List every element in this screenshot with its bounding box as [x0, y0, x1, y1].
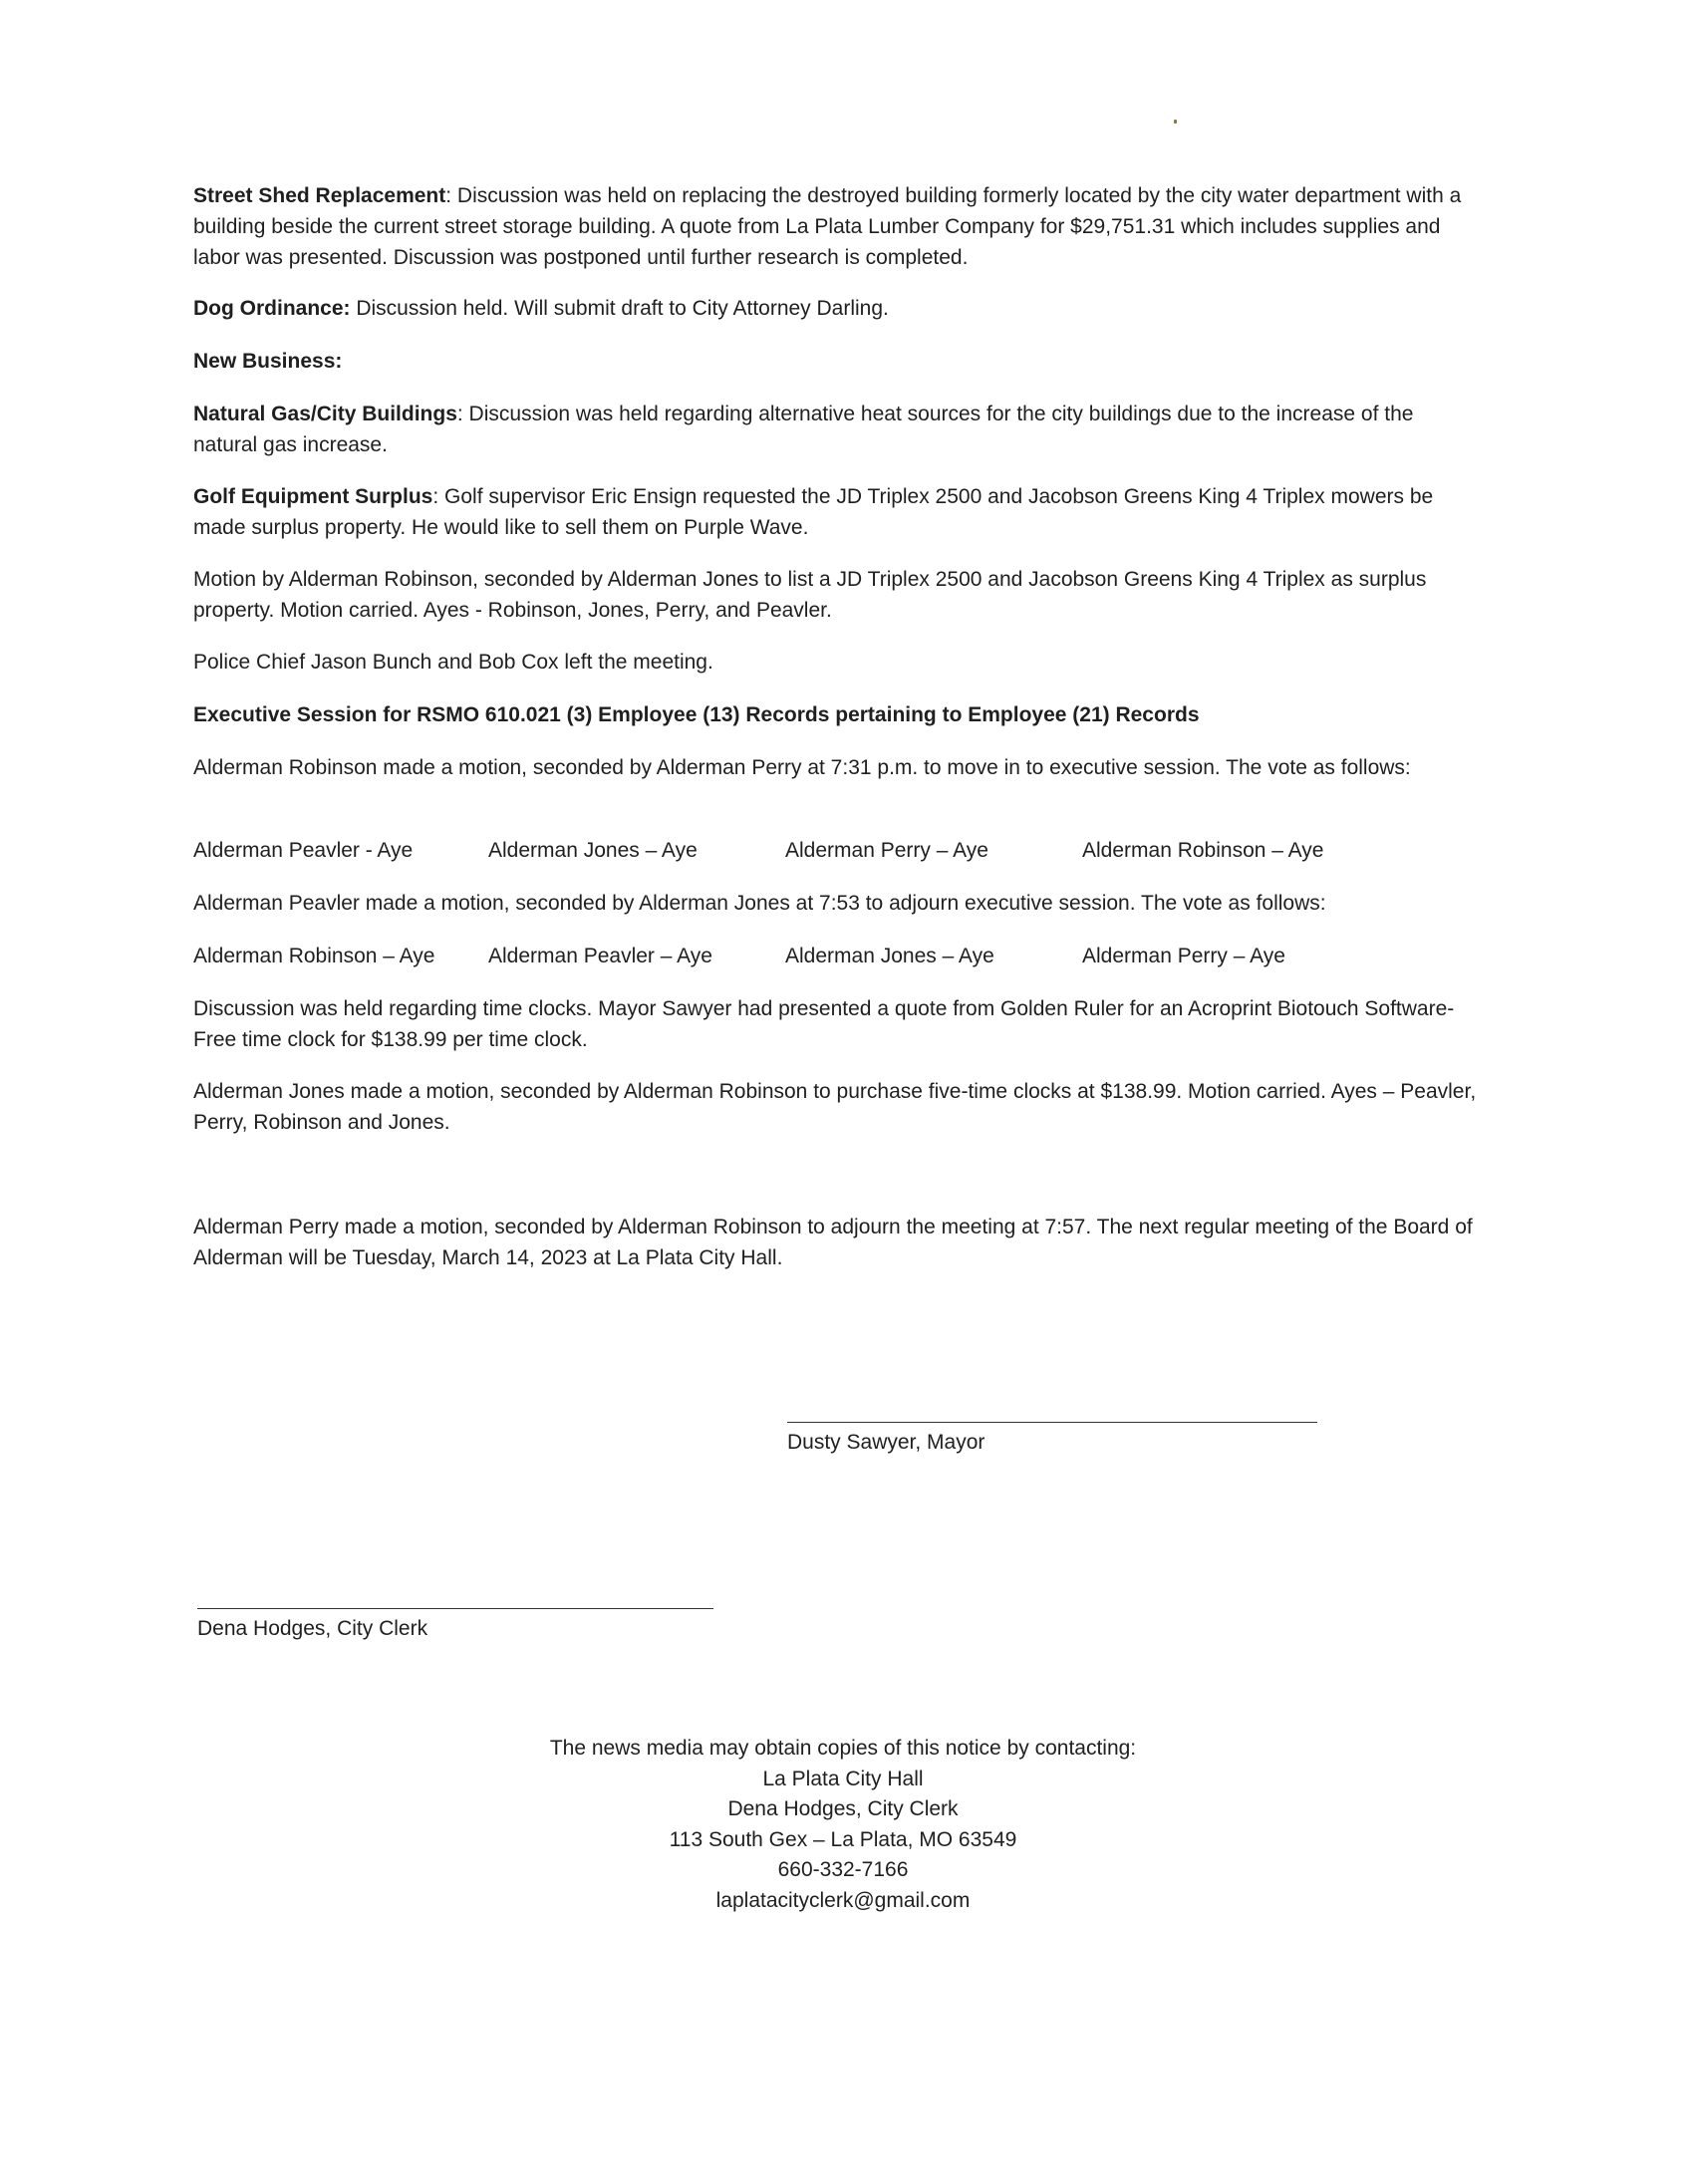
golf-surplus-text: : Golf supervisor Eric Ensign requested the JD Triplex 2500 and Jacobson Greens King 4 Triplex mowers be made surplus property. He would like to sell them on Purple Wave.: [193, 485, 1434, 539]
left-meeting-paragraph: [193, 647, 1479, 678]
vote-in-item: Alderman Jones – Aye: [488, 839, 698, 862]
dog-ordinance-paragraph: [193, 293, 1479, 324]
vote-out-item: Alderman Perry – Aye: [1082, 945, 1285, 967]
exec-motion-in-paragraph: [193, 752, 1479, 783]
golf-surplus-paragraph: [193, 481, 1479, 543]
surplus-motion-paragraph: [193, 564, 1479, 626]
contact-footer: [444, 1734, 1242, 1916]
vote-in-item: Alderman Perry – Aye: [785, 839, 988, 862]
vote-in-item: Alderman Robinson – Aye: [1082, 839, 1324, 862]
golf-surplus-heading: Golf Equipment Surplus: [193, 485, 433, 508]
footer-address-line: 113 South Gex – La Plata, MO 63549: [669, 1827, 1017, 1851]
vote-out-item: Alderman Robinson – Aye: [193, 945, 435, 967]
scan-speck: [1174, 120, 1177, 124]
time-clocks-text: Discussion was held regarding time clocks. Mayor Sawyer had presented a quote from Golden Ruler for an Acroprint Biotouch Software-Free time clock for $138.99 per time clock.: [193, 997, 1455, 1051]
exec-motion-out-paragraph: [193, 888, 1479, 919]
clerk-signature-line: [197, 1608, 713, 1609]
new-business-heading-paragraph: [193, 346, 1479, 377]
dog-ordinance-text: Discussion held. Will submit draft to City Attorney Darling.: [350, 297, 889, 320]
new-business-heading: New Business:: [193, 350, 343, 373]
footer-phone-line: 660-332-7166: [777, 1858, 909, 1881]
natural-gas-paragraph: [193, 399, 1479, 460]
time-clocks-motion-text: Alderman Jones made a motion, seconded by Alderman Robinson to purchase five-time clocks at $138.99. Motion carried. Ayes – Peavler, Perry, Robinson and Jones.: [193, 1080, 1477, 1134]
vote-out-item: Alderman Peavler – Aye: [488, 945, 712, 967]
vote-out-item: Alderman Jones – Aye: [785, 945, 994, 967]
adjourn-text: Alderman Perry made a motion, seconded by Alderman Robinson to adjourn the meeting at 7:57. The next regular meeting of the Board of Alderman will be Tuesday, March 14, 2023 at La Plata City Hall.: [193, 1216, 1473, 1269]
time-clocks-motion-paragraph: [193, 1076, 1479, 1138]
vote-in-item: Alderman Peavler - Aye: [193, 839, 414, 862]
vote-in-row: [193, 835, 1489, 866]
executive-session-heading: Executive Session for RSMO 610.021 (3) Employee (13) Records pertaining to Employee (21) Records: [193, 703, 1200, 726]
footer-clerk-line: Dena Hodges, City Clerk: [727, 1797, 959, 1820]
executive-session-paragraph: [193, 699, 1479, 730]
street-shed-paragraph: [193, 180, 1479, 273]
natural-gas-text: : Discussion was held regarding alternative heat sources for the city buildings due to the increase of the natural gas increase.: [193, 403, 1414, 456]
surplus-motion-text: Motion by Alderman Robinson, seconded by Alderman Jones to list a JD Triplex 2500 and Jacobson Greens King 4 Triplex as surplus property. Motion carried. Ayes - Robinson, Jones, Perry, and Peavler.: [193, 568, 1427, 622]
adjourn-paragraph: [193, 1212, 1479, 1273]
footer-city-hall-line: La Plata City Hall: [762, 1767, 924, 1790]
time-clocks-paragraph: [193, 993, 1479, 1055]
clerk-name: Dena Hodges, City Clerk: [197, 1617, 428, 1640]
mayor-name: Dusty Sawyer, Mayor: [787, 1431, 985, 1454]
mayor-signature-line: [787, 1422, 1317, 1423]
street-shed-text: : Discussion was held on replacing the destroyed building formerly located by the city water department with a building beside the current street storage building. A quote from La Plata Lumber Company for $29,751.31 which includes supplies and labor was presented. Discussion was postponed until further research is completed.: [193, 184, 1462, 269]
footer-notice-line: The news media may obtain copies of this notice by contacting:: [549, 1737, 1137, 1760]
left-meeting-text: Police Chief Jason Bunch and Bob Cox left the meeting.: [193, 651, 713, 674]
exec-motion-in-text: Alderman Robinson made a motion, seconded by Alderman Perry at 7:31 p.m. to move in to executive session. The vote as follows:: [193, 756, 1411, 779]
vote-out-row: [193, 941, 1489, 971]
footer-email-line: laplatacityclerk@gmail.com: [715, 1888, 971, 1912]
dog-ordinance-heading: Dog Ordinance:: [193, 297, 351, 320]
street-shed-heading: Street Shed Replacement: [193, 184, 446, 207]
natural-gas-heading: Natural Gas/City Buildings: [193, 403, 457, 425]
exec-motion-out-text: Alderman Peavler made a motion, seconded by Alderman Jones at 7:53 to adjourn executive session. The vote as follows:: [193, 892, 1326, 915]
